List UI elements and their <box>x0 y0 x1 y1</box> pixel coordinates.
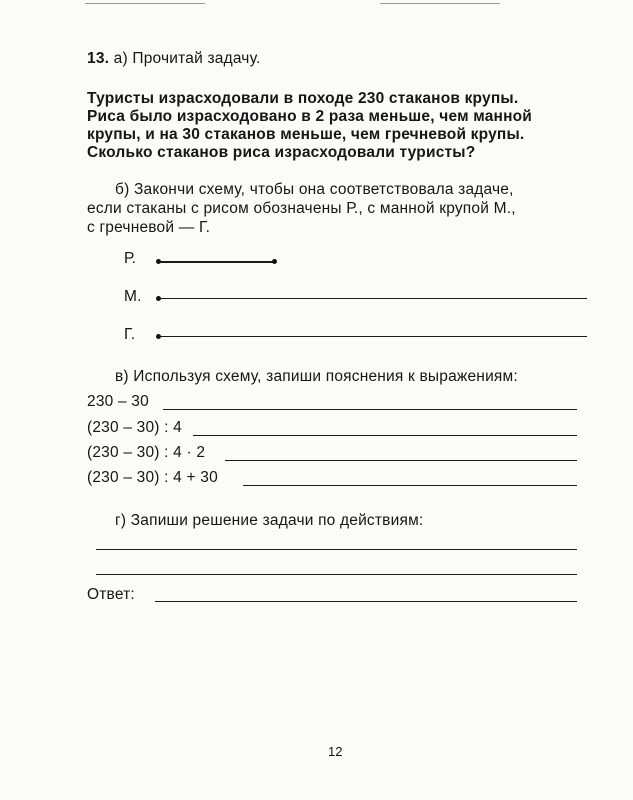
solution-line[interactable] <box>96 549 577 550</box>
expression-answer-line[interactable] <box>193 435 577 436</box>
expression: (230 – 30) : 4 <box>87 419 182 436</box>
part-b-line: если стаканы с рисом обозначены Р., с манной крупой М., <box>87 200 516 217</box>
problem-line: Туристы израсходовали в походе 230 стаканов крупы. <box>87 90 519 107</box>
page-number: 12 <box>328 744 343 759</box>
problem-line: Риса было израсходовано в 2 раза меньше, чем манной <box>87 108 533 125</box>
scheme-label-rice: Р. <box>124 250 137 267</box>
segment-end-dot <box>272 259 277 264</box>
scan-edge <box>380 3 500 4</box>
buckwheat-answer-line[interactable] <box>159 336 587 337</box>
part-b-line: б) Закончи схему, чтобы она соответствовала задаче, <box>115 181 514 198</box>
task-header <box>87 50 260 68</box>
solution-line[interactable] <box>96 574 577 575</box>
answer-label: Ответ: <box>87 586 135 603</box>
expression-answer-line[interactable] <box>225 460 577 461</box>
expression: (230 – 30) : 4 + 30 <box>87 469 218 486</box>
part-a-label: а) Прочитай задачу. <box>113 50 261 67</box>
expression: 230 – 30 <box>87 393 149 410</box>
expression: (230 – 30) : 4 · 2 <box>87 444 206 461</box>
part-b-line: с гречневой — Г. <box>87 219 211 236</box>
scheme-label-buckwheat: Г. <box>124 326 136 343</box>
rice-segment <box>159 261 274 263</box>
problem-line: Сколько стаканов риса израсходовали туристы? <box>87 144 476 161</box>
scan-edge <box>85 3 205 4</box>
task-number: 13. <box>87 50 110 67</box>
expression-answer-line[interactable] <box>163 409 577 410</box>
part-g-label: г) Запиши решение задачи по действиям: <box>115 512 424 529</box>
problem-line: крупы, и на 30 стаканов меньше, чем гречневой крупы. <box>87 126 525 143</box>
scheme-label-semolina: М. <box>124 288 142 305</box>
expression-answer-line[interactable] <box>243 485 577 486</box>
answer-line[interactable] <box>155 601 577 602</box>
semolina-answer-line[interactable] <box>159 298 587 299</box>
part-v-label: в) Используя схему, запиши пояснения к выражениям: <box>115 368 518 385</box>
